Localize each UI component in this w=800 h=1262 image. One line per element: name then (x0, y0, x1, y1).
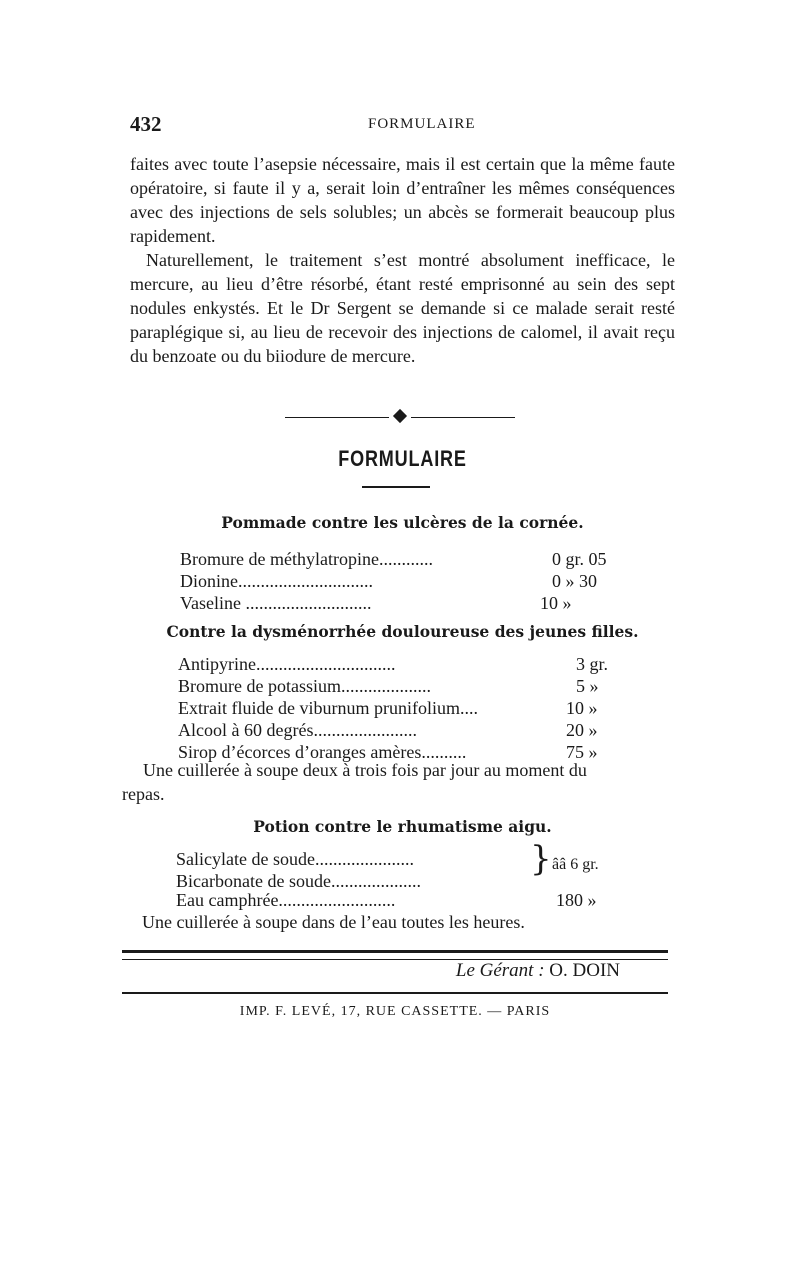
footer-double-rule (122, 950, 668, 960)
brace-quantity: ââ 6 gr. (552, 856, 599, 873)
recipe-3-title: Potion contre le rhumatisme aigu. (253, 817, 552, 836)
ingredient-row (178, 653, 638, 675)
ingredient-name: Bicarbonate de soude.................... (176, 871, 421, 891)
ingredient-qty: 10 » (540, 593, 572, 613)
recipe-2-instructions: Une cuillerée à soupe deux à trois fois par jour au moment du (143, 760, 587, 780)
ingredient-name: Eau camphrée.......................... (176, 890, 396, 910)
ingredient-row (180, 592, 630, 614)
ingredient-name: Antipyrine............................... (178, 654, 396, 674)
recipe-2-title: Contre la dysménorrhée douloureuse des jeunes filles. (166, 622, 639, 641)
ingredient-name: Dionine.............................. (180, 571, 373, 591)
running-head (130, 112, 675, 140)
ingredient-name: Vaseline ............................ (180, 593, 372, 613)
ingredient-name: Sirop d’écorces d’oranges amères.......... (178, 742, 467, 762)
recipe-2-instructions-cont: repas. (122, 784, 165, 804)
ingredient-row (178, 675, 638, 697)
ornament-line-left (285, 417, 389, 418)
ingredient-name: Extrait fluide de viburnum prunifolium.... (178, 698, 478, 718)
ingredient-qty: 75 » (566, 742, 598, 762)
paragraph-1: faites avec toute l’asepsie nécessaire, mais il est certain que la même faute opératoire, si faute il y a, serait loin d’entraîner les mêmes conséquences avec des injections de sels solubles; un abcès se formerait beaucoup plus rapidement. (130, 154, 675, 246)
ingredient-qty: 0 gr. 05 (552, 549, 607, 569)
ingredient-qty: 3 gr. (576, 654, 609, 674)
running-title: FORMULAIRE (368, 116, 476, 132)
recipe-3-instructions: Une cuillerée à soupe dans de l’eau toutes les heures. (142, 912, 525, 932)
ingredient-qty: 10 » (566, 698, 598, 718)
ingredient-qty: 180 » (556, 890, 597, 910)
ingredient-name: Bromure de méthylatropine............ (180, 549, 433, 569)
ingredient-qty: 5 » (576, 676, 599, 696)
page-number: 432 (130, 112, 162, 136)
signature-name: O. DOIN (549, 960, 620, 981)
diamond-icon (393, 409, 407, 423)
section-title: FORMULAIRE (338, 446, 467, 471)
section-ornament (285, 408, 515, 428)
signature (122, 960, 620, 982)
ingredient-name: Salicylate de soude...................... (176, 849, 414, 869)
ingredient-qty: 20 » (566, 720, 598, 740)
paragraph-2: Naturellement, le traitement s’est montré absolument inefficace, le mercure, au lieu d’être résorbé, étant resté emprisonné au sein des sept nodules enkystés. Et le Dr Sergent se demande si ce malade serait resté paraplégique si, au lieu de recevoir des injections de calomel, il avait reçu du benzoate ou du biiodure de mercure. (130, 250, 675, 366)
recipe-1-title: Pommade contre les ulcères de la cornée. (221, 513, 584, 532)
brace-icon: } (530, 839, 552, 879)
ingredient-row (178, 697, 638, 719)
signature-label: Le Gérant : (455, 960, 545, 981)
ingredient-row (178, 719, 638, 741)
title-rule (362, 486, 430, 488)
printer-imprint: IMP. F. LEVÉ, 17, RUE CASSETTE. — PARIS (239, 1004, 551, 1019)
ingredient-name: Alcool à 60 degrés....................... (178, 720, 417, 740)
ingredient-name: Bromure de potassium.................... (178, 676, 431, 696)
ingredient-row (176, 889, 636, 911)
ingredient-row (176, 848, 536, 870)
footer-rule (122, 992, 668, 994)
ornament-line-right (411, 417, 515, 418)
ingredient-qty: 0 » 30 (552, 571, 597, 591)
body-text (130, 152, 675, 368)
ingredient-row (180, 570, 630, 592)
ingredient-row (180, 548, 630, 570)
